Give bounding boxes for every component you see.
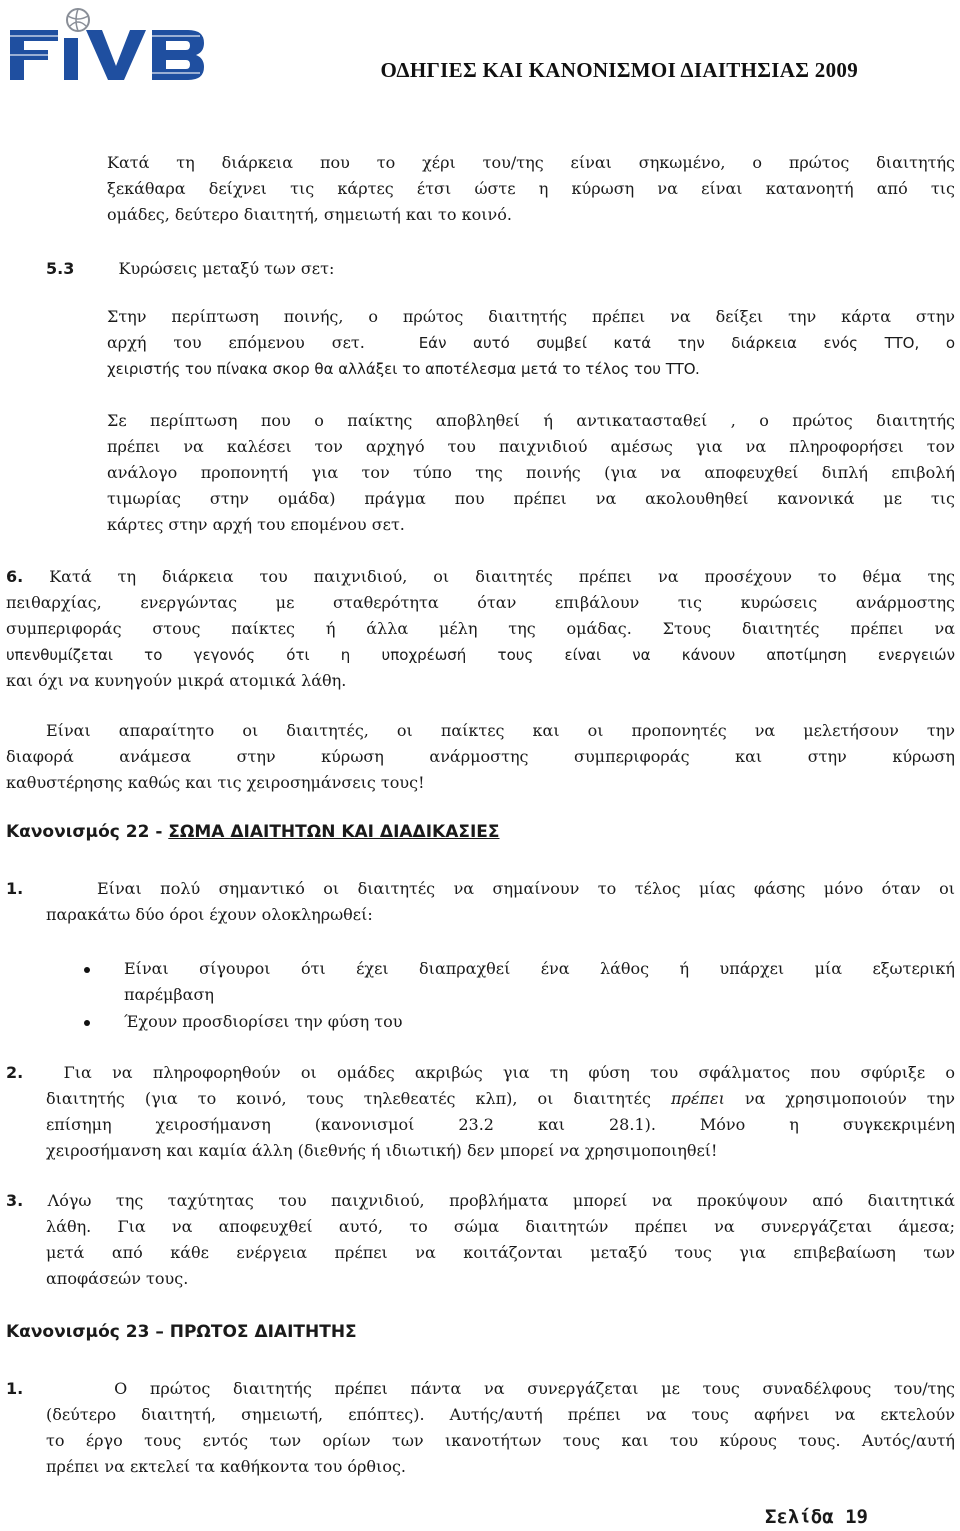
text-line: Είναι πολύ σημαντικό οι διαιτητές να σημαίνουν το τέλος μίας φάσης μόνο όταν οι [96,879,956,898]
text-line: πρέπει να εκτελεί τα καθήκοντα του όρθιος. [46,1457,406,1476]
rule-title: ΣΩΜΑ ΔΙΑΙΤΗΤΩΝ ΚΑΙ ΔΙΑΔΙΚΑΣΙΕΣ [168,822,500,842]
text-line: διαιτητής (για το κοινό, τους τηλεθεατές κλπ), οι διαιτητές [46,1089,671,1108]
text-line: υπενθυμίζεται το γεγονός ότι η υποχρέωσή τους είναι να κάνουν αποτίμηση ενεργειών [6,646,955,664]
text-line: και όχι να κυνηγούν μικρά ατομικά λάθη. [6,671,347,690]
paragraph-card-display [107,150,955,228]
text-line: πειθαρχίας, ενεργώντας με σταθερότητα όταν επιβάλουν τις κυρώσεις ανάρμοστης [6,593,955,612]
text-line: μετά από κάθε ενέργεια πρέπει να κοιτάζονται μεταξύ τους για επιβεβαίωση των [46,1243,955,1262]
bullet-item-1 [124,956,955,1008]
text-line: αρχή του επόμενου σετ. [107,333,365,352]
rule-22-heading [6,822,500,842]
text-line: Ο πρώτος διαιτητής πρέπει πάντα να συνεργάζεται με τους συναδέλφους του/της [114,1379,955,1398]
text-line: ξεκάθαρα δείχνει τις κάρτες έτσι ώστε η κύρωση να είναι κατανοητή από τις [107,179,955,198]
text-line: Εάν αυτό συμβεί κατά την διάρκεια ενός TTO, ο [418,334,955,352]
text-line: Έχουν προσδιορίσει την φύση του [124,1012,403,1031]
rule-prefix: Κανονισμός 22 - [6,822,169,842]
bullet-icon [84,1020,90,1026]
item-number: 1. [6,879,24,898]
text-line: παρακάτω δύο όροι έχουν ολοκληρωθεί: [46,905,373,924]
text-line: λάθη. Για να αποφευχθεί αυτό, το σώμα διαιτητών πρέπει να συνεργάζεται άμεσα; [46,1217,955,1236]
text-line: Είναι απαραίτητο οι διαιτητές, οι παίκτες και οι προπονητές να μελετήσουν την [46,721,955,740]
page-header [0,0,960,100]
text-line: να χρησιμοποιούν την [724,1089,956,1108]
rule-22-item-2 [6,1060,955,1164]
rule-23-item-1 [6,1376,955,1480]
paragraph-player-expelled [107,408,955,538]
rule-23-heading [6,1322,357,1342]
paragraph-study-difference [6,718,955,796]
text-line: επίσημη χειροσήμανση (κανονισμοί 23.2 και 28.1). Μόνο η συγκεκριμένη [46,1115,955,1134]
item-number: 3. [6,1191,24,1210]
item-number: 1. [6,1379,24,1398]
text-line: Λόγω της ταχύτητας του παιχνιδιού, προβλήματα μπορεί να προκύψουν από διαιτητικά [47,1191,955,1210]
item-6 [6,564,955,694]
text-line: κάρτες στην αρχή του επομένου σετ. [107,515,405,534]
text-line: συμπεριφοράς στους παίκτες ή άλλα μέλη της ομάδας. Στους διαιτητές πρέπει να [6,619,955,638]
rule-title: Κανονισμός 23 – ΠΡΩΤΟΣ ΔΙΑΙΤΗΤΗΣ [6,1322,357,1342]
text-line: χειριστής του πίνακα σκορ θα αλλάξει το αποτέλεσμα μετά το τέλος του TTO. [107,360,700,378]
text-line: Κατά τη διάρκεια του παιχνιδιού, οι διαιτητές πρέπει να προσέχουν το θέμα της [49,567,955,586]
page-number: Σελίδα 19 [765,1506,868,1528]
text-line: Στην περίπτωση ποινής, ο πρώτος διαιτητής πρέπει να δείξει την κάρτα στην [107,307,955,326]
fivb-logo [6,4,206,90]
text-line: πρέπει να καλέσει τον αρχηγό του παιχνιδιού αμέσως για να πληροφορήσει τον [107,437,955,456]
text-line: αποφάσεών τους. [46,1269,189,1288]
text-line: Είναι σίγουροι ότι έχει διαπραχθεί ένα λάθος ή υπάρχει μία εξωτερική [124,959,955,978]
emphasis-text: πρέπει [670,1089,725,1108]
text-line: διαφορά ανάμεσα στην κύρωση ανάρμοστης συμπεριφοράς και στην κύρωση [6,747,955,766]
bullet-icon [84,967,90,973]
item-number: 6. [6,567,24,586]
text-line: χειροσήμανση και καμία άλλη (διεθνής ή ιδιωτική) δεν μπορεί να χρησιμοποιηθεί! [46,1141,718,1160]
text-line: (δεύτερο διαιτητή, σημειωτή, επόπτες). Αυτής/αυτή πρέπει να τους αφήνει να εκτελούν [46,1405,955,1424]
rule-22-item-1 [6,876,955,928]
section-title: Κυρώσεις μεταξύ των σετ: [118,259,335,278]
text-line: το έργο τους εντός των ορίων των ικανοτήτων τους και του κύρους τους. Αυτός/αυτή [46,1431,955,1450]
text-line: Σε περίπτωση που ο παίκτης αποβληθεί ή αντικατασταθεί , ο πρώτος διαιτητής [107,411,955,430]
text-line: ανάλογο προπονητή για τον τύπο της ποινής (για να αποφευχθεί διπλή επιβολή [107,463,955,482]
text-line: τιμωρίας στην ομάδα) πράγμα που πρέπει να ακολουθηθεί κανονικά με τις [107,489,955,508]
item-number: 2. [6,1063,24,1082]
document-title: ΟΔΗΓΙΕΣ ΚΑΙ ΚΑΝΟΝΙΣΜΟΙ ΔΙΑΙΤΗΣΙΑΣ 2009 [380,58,858,82]
text-line: Για να πληροφορηθούν οι ομάδες ακριβώς για τη φύση του σφάλματος που σφύριξε ο [63,1063,956,1082]
bullet-item-2 [124,1009,955,1035]
text-line: Κατά τη διάρκεια που το χέρι του/της είναι σηκωμένο, ο πρώτος διαιτητής [107,153,955,172]
paragraph-between-sets [107,304,955,382]
section-number: 5.3 [46,259,75,278]
text-line: καθυστέρησης καθώς και τις χειροσημάνσεις τους! [6,773,425,792]
text-line: παρέμβαση [124,985,214,1004]
section-5-3-heading [46,256,446,282]
text-line: ομάδες, δεύτερο διαιτητή, σημειωτή και το κοινό. [107,205,512,224]
rule-22-item-3 [6,1188,955,1292]
